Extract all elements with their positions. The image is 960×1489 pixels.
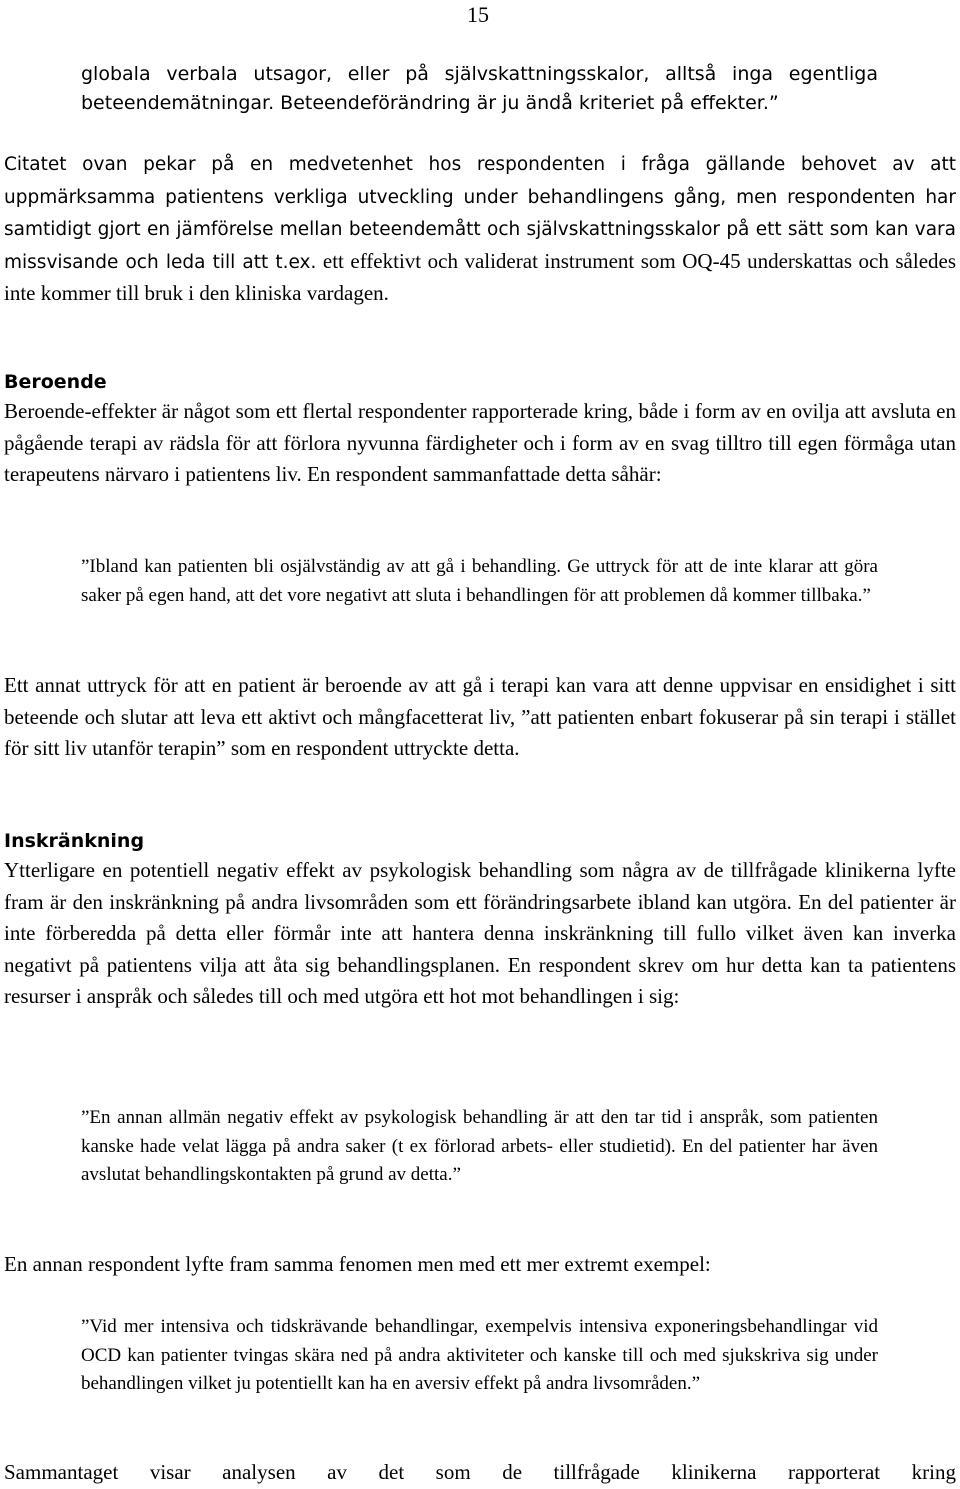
paragraph-citatet-serif-text: ett effektivt och validerat instrument som OQ-45 underskattas och således inte kommer till bruk i den kliniska vardagen. (4, 248, 957, 305)
page-number: 15 (467, 2, 489, 27)
quote-inskrankning-2: ”Vid mer intensiva och tidskrävande behandlingar, exempelvis intensiva exponeringsbehandlingar vid OCD kan patienter tvingas skära ned på andra aktiviteter och kanske till och med sjukskriva sig under behandlingen vilket ju potentiellt kan ha en aversiv effekt på andra livsområden.” (81, 1316, 878, 1394)
paragraph-beroende-2-text: Ett annat uttryck för att en patient är beroende av att gå i terapi kan vara att denne uppvisar en ensidighet i sitt beteende och slutar att leva ett aktivt och mångfacetterat liv, ”att patienten enbart fokuserar på sin terapi i stället för sitt liv utanför terapin” (4, 673, 956, 760)
paragraph-beroende: Beroende-effekter är något som ett flertal respondenter rapporterade kring, både i form av en ovilja att avsluta en pågående terapi av rädsla för att förlora nyvunna färdigheter och i form av en svag tilltro till egen förmåga utan terapeutens närvaro i patientens liv. En respondent sammanfattade detta såhär: (4, 399, 956, 486)
paragraph-beroende-2 (4, 670, 956, 765)
paragraph-citatet-sans-text: Citatet ovan pekar på en medvetenhet hos respondenten i fråga gällande behovet av att uppmärksamma patientens verkliga utveckling under behandlingens gång, men respondenten har samtidigt gjort en jämförelse mellan beteendemått och självskattningsskalor på ett sätt som kan vara missvisande och leda till att t.ex. (4, 154, 956, 273)
paragraph-sammantaget: Sammantaget visar analysen av det som de tillfrågade klinikerna rapporterat kring (4, 1460, 956, 1484)
paragraph-beroende-2-end: som en respondent uttryckte detta. (225, 736, 520, 760)
quote-beroende: ”Ibland kan patienten bli osjälvständig av att gå i behandling. Ge uttryck för att de inte klarar att göra saker på egen hand, att det vore negativt att sluta i behandlingen för att problemen då kommer tillbaka.” (81, 556, 878, 606)
paragraph-inskrankning: Ytterligare en potentiell negativ effekt av psykologisk behandling som några av de tillfrågade klinikerna lyfte fram är den inskränkning på andra livsområden som ett förändringsarbete ibland kan utgöra. En del patienter är inte förberedda på detta eller förmår inte att hantera denna inskränkning till fullo vilket även kan inverka negativt på patientens vilja att åta sig behandlingsplanen. En respondent skrev om hur detta kan ta patientens resurser i anspråk och således till och med utgöra ett hot mot behandlingen i sig: (4, 858, 956, 1008)
section-heading-inskrankning: Inskränkning (4, 830, 145, 852)
continuation-paragraph: globala verbala utsagor, eller på självskattningsskalor, alltså inga egentliga beteendemätningar. Beteendeförändring är ju ändå kriteriet på effekter.” (81, 63, 878, 114)
paragraph-citatet (4, 148, 956, 310)
section-heading-beroende: Beroende (4, 371, 107, 393)
quote-inskrankning: ”En annan allmän negativ effekt av psykologisk behandling är att den tar tid i anspråk, som patienten kanske hade velat lägga på andra saker (t ex förlorad arbets- eller studietid). En del patienter har även avslutat behandlingskontakten på grund av detta.” (81, 1107, 878, 1185)
paragraph-inskrankning-2: En annan respondent lyfte fram samma fenomen men med ett mer extremt exempel: (4, 1252, 711, 1276)
